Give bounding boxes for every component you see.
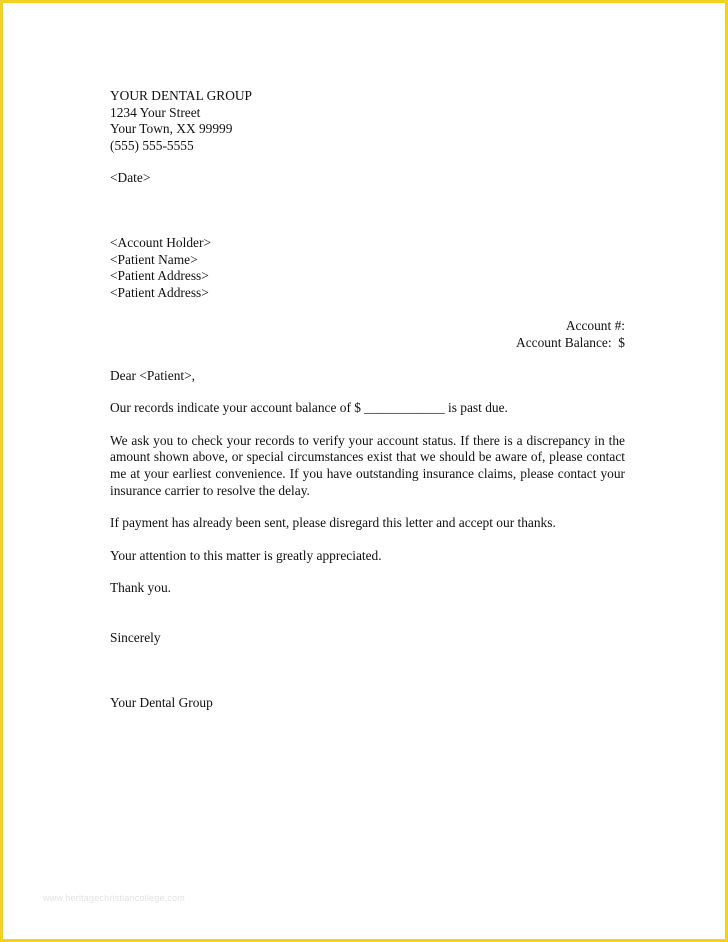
recipient-account-holder: <Account Holder> [110, 234, 211, 250]
closing: Sincerely [110, 629, 161, 645]
recipient-patient-name: <Patient Name> [110, 251, 198, 267]
sender-phone: (555) 555-5555 [110, 137, 194, 153]
account-balance-label: Account Balance: $ [516, 334, 625, 350]
sender-street: 1234 Your Street [110, 104, 201, 120]
sender-address [110, 88, 625, 154]
recipient-address [110, 235, 625, 301]
paragraph-appreciation: Your attention to this matter is greatly appreciated. [110, 547, 382, 563]
sender-city-state-zip: Your Town, XX 99999 [110, 121, 233, 137]
account-number-label: Account #: [565, 318, 625, 334]
watermark-text: www.heritagechristiancollege.com [43, 893, 185, 903]
paragraph-balance-past-due: Our records indicate your account balance of $ ____________ is past due. [110, 400, 508, 416]
greeting: Dear <Patient>, [110, 367, 196, 383]
letter-date: <Date> [110, 170, 151, 186]
letter-body [110, 88, 625, 712]
signature: Your Dental Group [110, 695, 213, 711]
recipient-patient-address: <Patient Address> [110, 268, 209, 284]
sender-name: YOUR DENTAL GROUP [110, 88, 253, 103]
paragraph-thank-you: Thank you. [110, 580, 171, 596]
paragraph-payment-sent: If payment has already been sent, please disregard this letter and accept our thanks. [110, 515, 556, 531]
account-info [110, 318, 625, 351]
paragraph-verify-records: We ask you to check your records to verify your account status. If there is a discrepancy in the amount shown above, or special circumstances exist that we should be aware of, please contact me at your earliest convenience. If you have outstanding insurance claims, please contact your insurance carrier to resolve the delay. [110, 432, 625, 498]
recipient-patient-address: <Patient Address> [110, 284, 209, 300]
